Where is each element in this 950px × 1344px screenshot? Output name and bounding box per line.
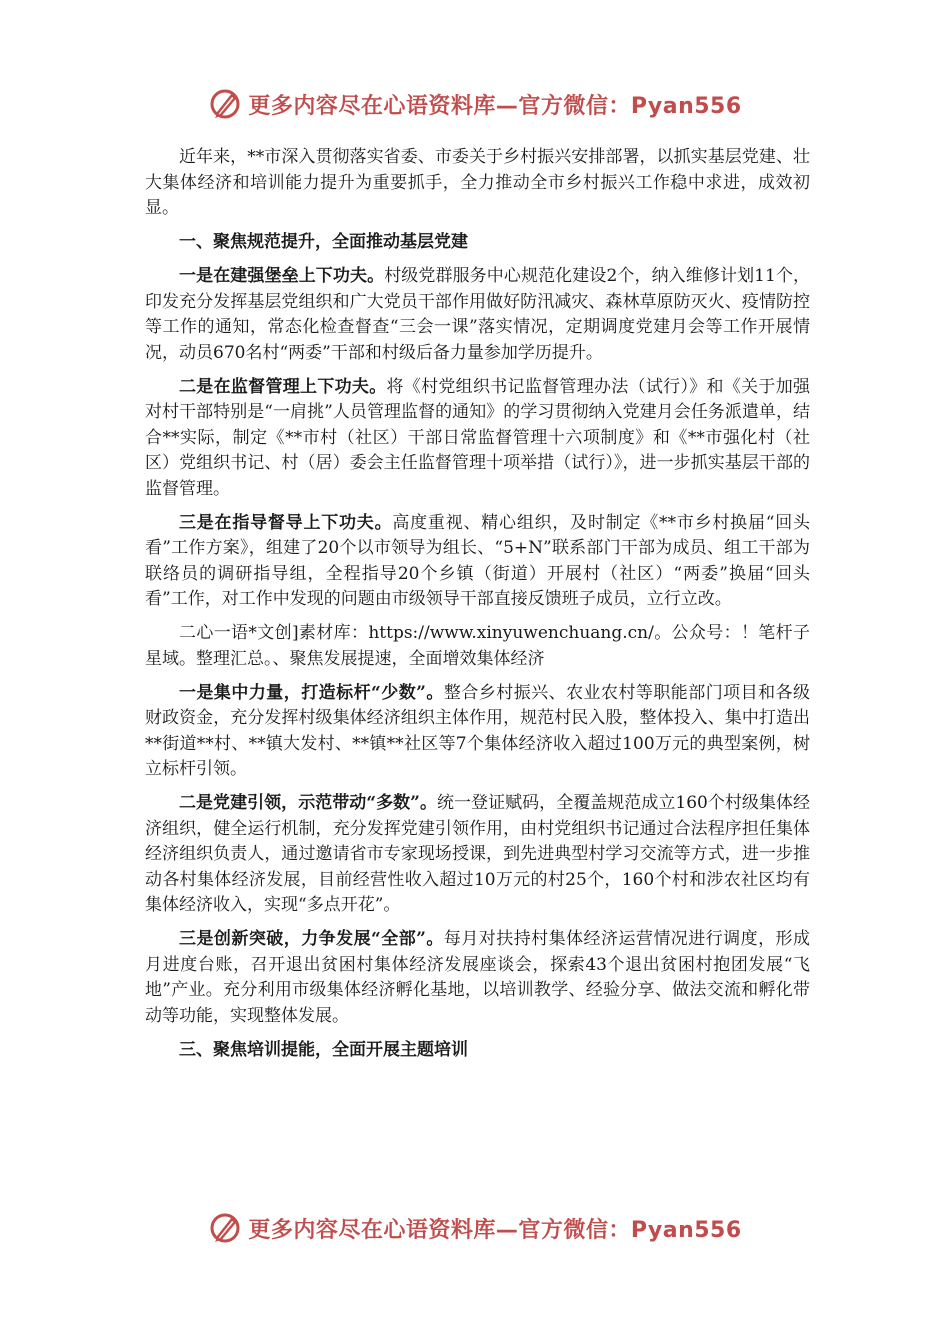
paragraph-4-lead: 一是集中力量，打造标杆“少数”。 [179, 682, 444, 703]
paragraph-3-body: 高度重视、精心组织，及时制定《**市乡村换届“回头看”工作方案》，组建了20个以市领导为组长、“5+N”联系部门干部为成员、组工干部为联络员的调研指导组，全程指导20个乡镇（街道）开展村（社区）“两委”换届“回头看”工作，对工作中发现的问题由市级领导干部直接反馈班子成员，立行立改。 [145, 512, 810, 609]
section-heading-1: 一、聚焦规范提升，全面推动基层党建 [179, 232, 468, 252]
paragraph-1-lead: 一是在建强堡垒上下功夫。 [179, 266, 385, 286]
paragraph-1 [145, 264, 810, 366]
paragraph-5-body: 统一登证赋码，全覆盖规范成立160个村级集体经济组织，健全运行机制，充分发挥党建引领作用，由村党组织书记通过合法程序担任集体经济组织负责人，通过邀请省市专家现场授课，到先进典型村学习交流等方式，进一步推动各村集体经济发展，目前经营性收入超过10万元的村25个，160个村和涉农社区均有集体经济收入，实现“多点开花”。 [145, 793, 810, 915]
paragraph-2-body: 将《村党组织书记监督管理办法（试行）》和《关于加强对村干部特别是“一肩挑”人员管理监督的通知》的学习贯彻纳入党建月会任务派遣单，结合**实际，制定《**市村（社区）干部日常监督管理十六项制度》和《**市强化村（社区）党组织书记、村（居）委会主任监督管理十项举措（试行）》，进一步抓实基层干部的监督管理。 [145, 376, 810, 499]
section-heading-2: 二心一语*文创]素材库：https://www.xinyuwenchuang.cn/。公众号：！笔杆子星域。整理汇总。、聚焦发展提速，全面增效集体经济 [145, 623, 810, 669]
paragraph-2 [145, 375, 810, 503]
footer-watermark [0, 1208, 950, 1248]
paragraph-6 [145, 927, 810, 1029]
document-body [145, 145, 810, 1063]
header-watermark [0, 84, 950, 124]
paragraph-2-lead: 二是在监督管理上下功夫。 [179, 376, 387, 397]
paragraph-5-lead: 二是党建引领，示范带动“多数”。 [179, 793, 437, 813]
intro-paragraph: 近年来，**市深入贯彻落实省委、市委关于乡村振兴安排部署，以抓实基层党建、壮大集体经济和培训能力提升为重要抓手，全力推动全市乡村振兴工作稳中求进，成效初显。 [145, 147, 810, 218]
pen-circle-logo-icon [208, 1211, 242, 1245]
paragraph-6-body: 每月对扶持村集体经济运营情况进行调度，形成月进度台账，召开退出贫困村集体经济发展座谈会，探索43个退出贫困村抱团发展“飞地”产业。充分利用市级集体经济孵化基地，以培训教学、经验分享、做法交流和孵化带动等功能，实现整体发展。 [145, 929, 811, 1026]
paragraph-6-lead: 三是创新突破，力争发展“全部”。 [179, 929, 444, 949]
paragraph-4-body: 整合乡村振兴、农业农村等职能部门项目和各级财政资金，充分发挥村级集体经济组织主体作用，规范村民入股，整体投入、集中打造出**街道**村、**镇大发村、**镇**社区等7个集体经济收入超过100万元的典型案例，树立标杆引领。 [145, 682, 811, 779]
section-heading-3: 三、聚焦培训提能，全面开展主题培训 [179, 1039, 468, 1060]
watermark-text: 更多内容尽在心语资料库—官方微信：Pyan556 [248, 93, 742, 119]
paragraph-3-lead: 三是在指导督导上下功夫。 [179, 512, 393, 533]
paragraph-5 [145, 791, 810, 919]
watermark-text: 更多内容尽在心语资料库—官方微信：Pyan556 [248, 1217, 742, 1243]
paragraph-4 [145, 681, 810, 783]
paragraph-1-body: 村级党群服务中心规范化建设2个，纳入维修计划11个，印发充分发挥基层党组织和广大党员干部作用做好防汛减灾、森林草原防灭火、疫情防控等工作的通知，常态化检查督查“三会一课”落实情况，定期调度党建月会等工作开展情况，动员670名村“两委”干部和村级后备力量参加学历提升。 [145, 266, 810, 363]
pen-circle-logo-icon [208, 87, 242, 121]
paragraph-3 [145, 511, 810, 613]
